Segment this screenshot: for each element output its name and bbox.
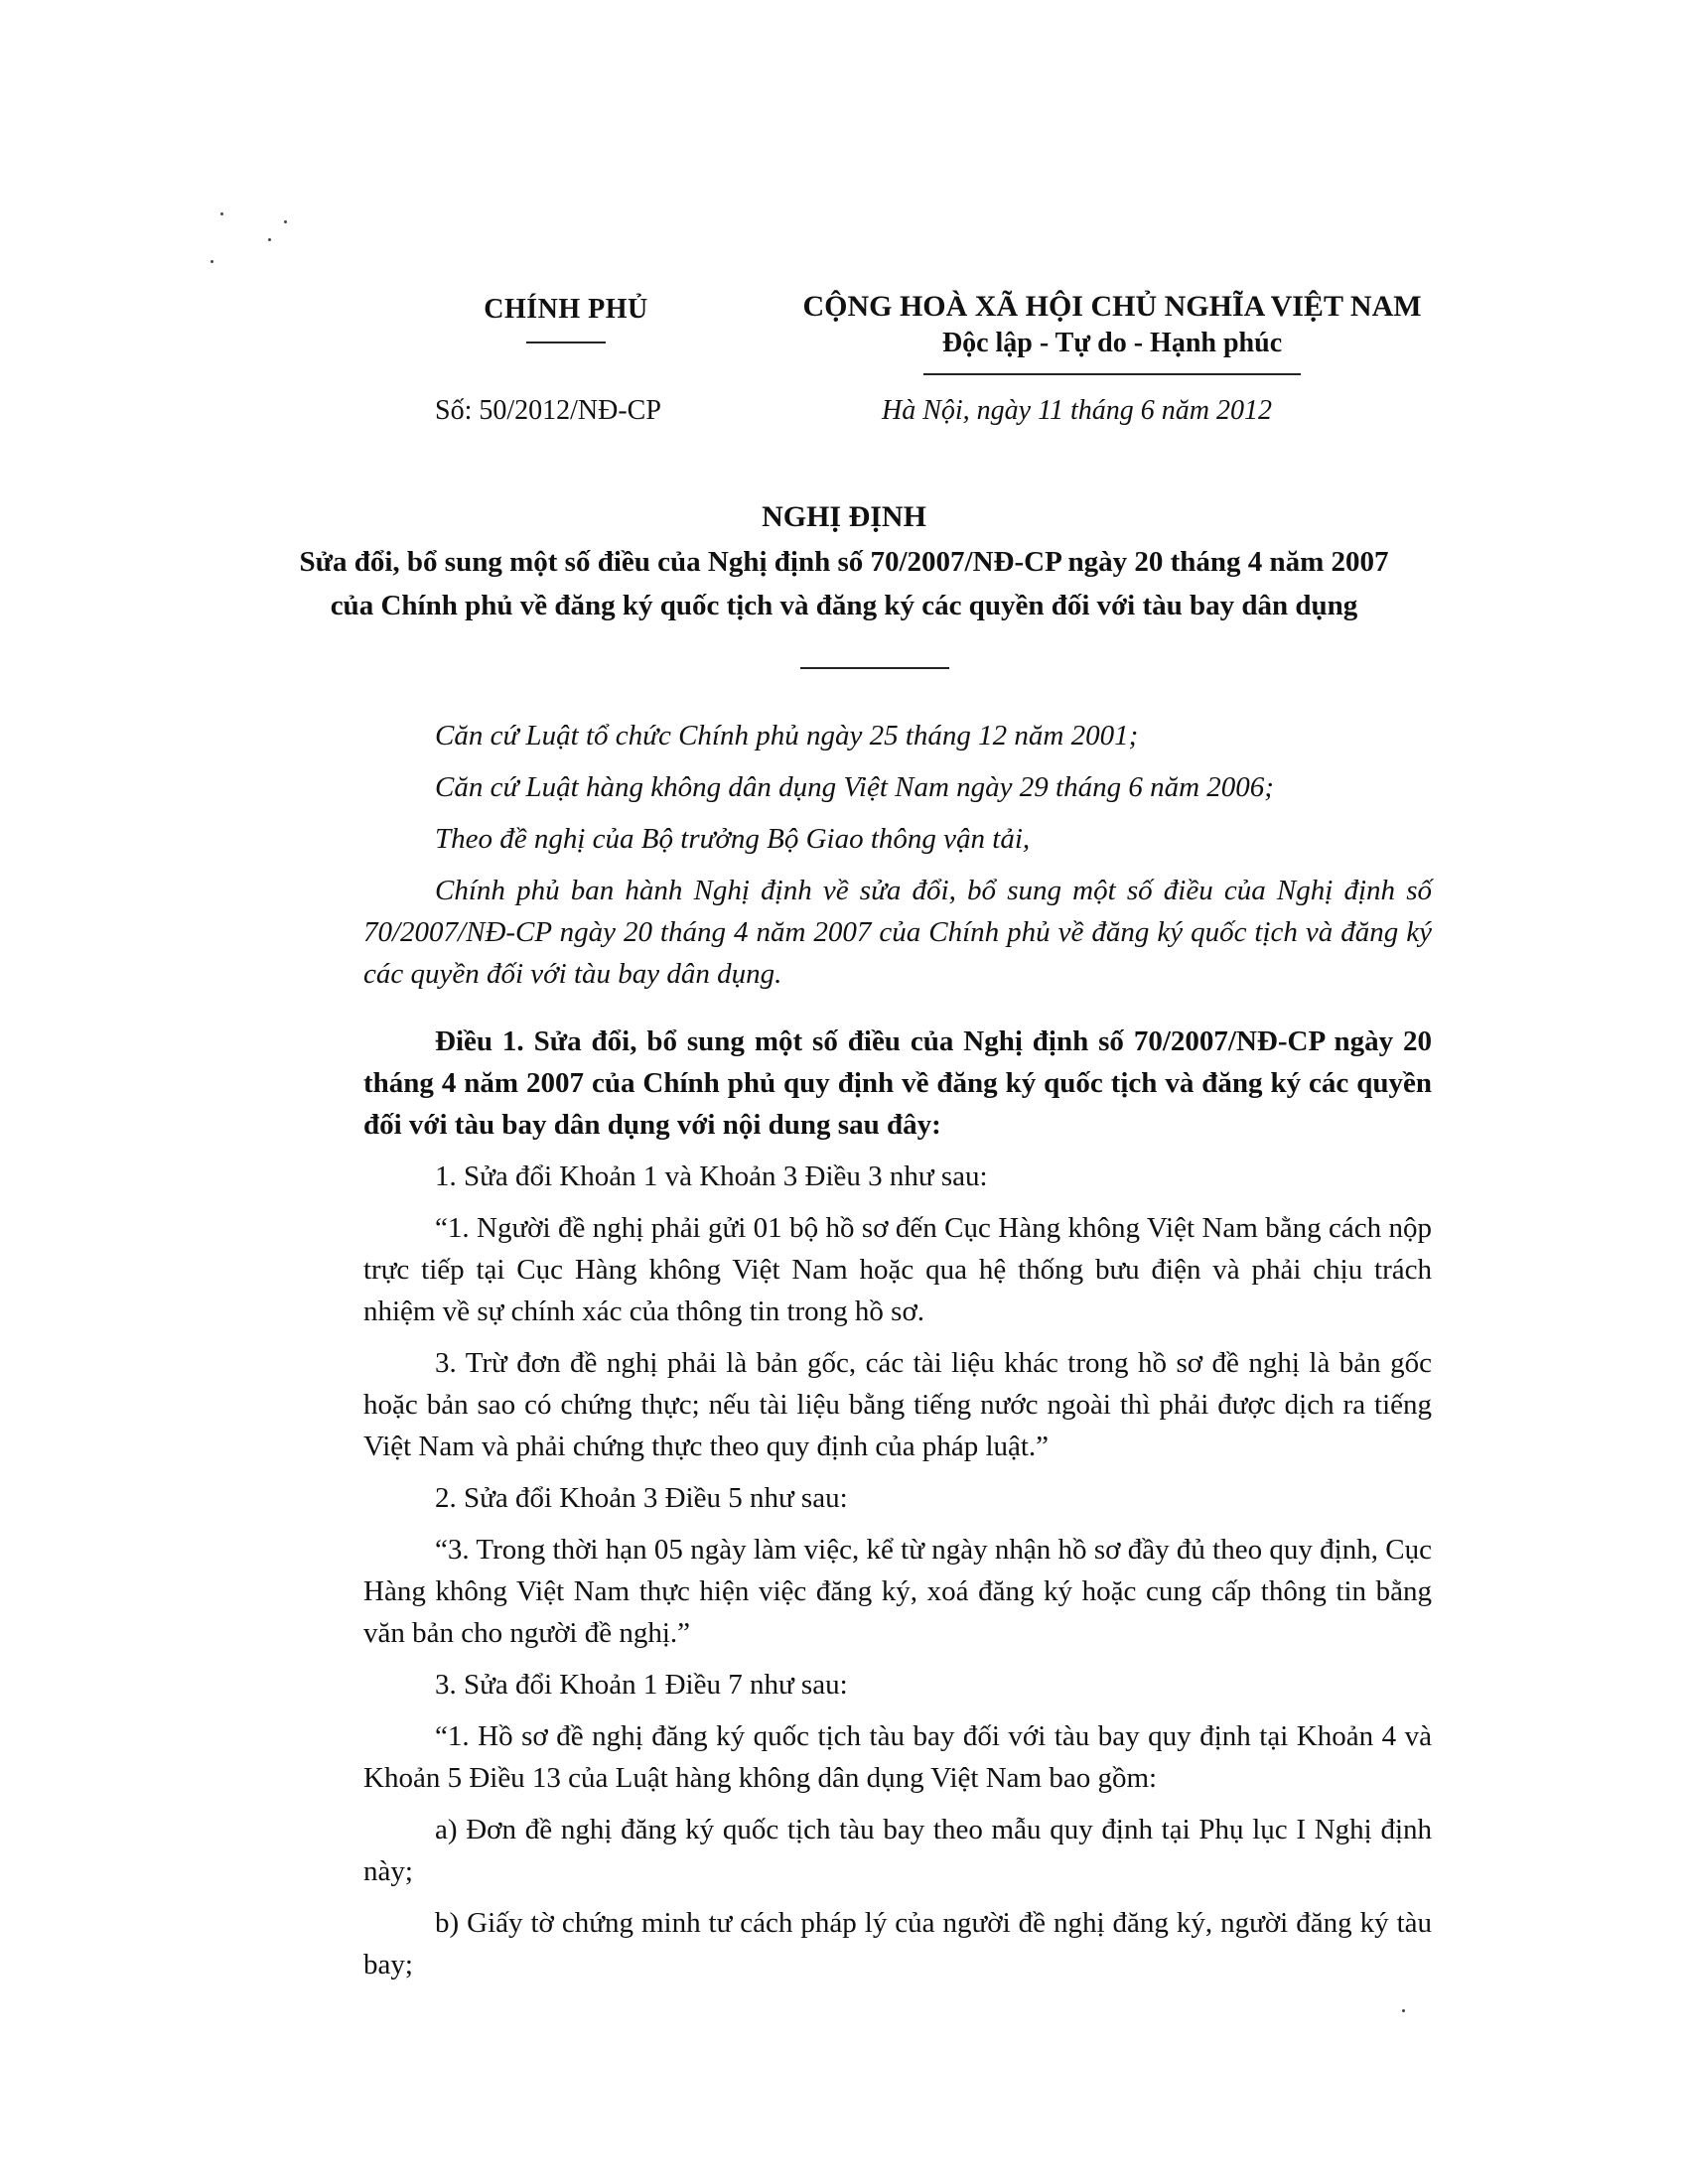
article-paragraph: “1. Hồ sơ đề nghị đăng ký quốc tịch tàu bay đối với tàu bay quy định tại Khoản 4 và Khoản 5 Điều 13 của Luật hàng không dân dụng Việt Nam bao gồm: <box>363 1720 1432 1794</box>
article-paragraph: 3. Sửa đổi Khoản 1 Điều 7 như sau: <box>435 1669 848 1701</box>
article-paragraph: “1. Người đề nghị phải gửi 01 bộ hồ sơ đến Cục Hàng không Việt Nam bằng cách nộp trực tiếp tại Cục Hàng không Việt Nam hoặc qua hệ thống bưu điện và phải chịu trách nhiệm về sự chính xác của thông tin trong hồ sơ. <box>363 1212 1432 1327</box>
article-paragraph: a) Đơn đề nghị đăng ký quốc tịch tàu bay theo mẫu quy định tại Phụ lục I Nghị định này; <box>363 1814 1432 1887</box>
article-paragraph: 3. Trừ đơn đề nghị phải là bản gốc, các tài liệu khác trong hồ sơ đề nghị là bản gốc hoặc bản sao có chứng thực; nếu tài liệu bằng tiếng nước ngoài thì phải được dịch ra tiếng Việt Nam và phải chứng thực theo quy định của pháp luật.” <box>363 1347 1432 1462</box>
article-paragraph: 2. Sửa đổi Khoản 3 Điều 5 như sau: <box>435 1482 848 1514</box>
scan-speck <box>268 238 271 241</box>
preamble-line: Theo đề nghị của Bộ trưởng Bộ Giao thông vận tải, <box>435 823 1031 855</box>
country-name: CỘNG HOÀ XÃ HỘI CHỦ NGHĨA VIỆT NAM <box>802 290 1422 323</box>
issuing-agency: CHÍNH PHỦ <box>484 294 648 325</box>
document-date: Hà Nội, ngày 11 tháng 6 năm 2012 <box>882 395 1273 426</box>
document-title: NGHỊ ĐỊNH <box>762 500 926 533</box>
preamble-line: Căn cứ Luật tổ chức Chính phủ ngày 25 tháng 12 năm 2001; <box>435 720 1139 751</box>
scan-speck <box>1402 2009 1405 2012</box>
document-subtitle: Sửa đổi, bổ sung một số điều của Nghị định số 70/2007/NĐ-CP ngày 20 tháng 4 năm 2007 của Chính phủ về đăng ký quốc tịch và đăng ký các quyền đối với tàu bay dân dụng <box>299 546 1389 621</box>
article-1-heading: Điều 1. Sửa đổi, bổ sung một số điều của Nghị định số 70/2007/NĐ-CP ngày 20 tháng 4 năm 2007 của Chính phủ quy định về đăng ký quốc tịch và đăng ký các quyền đối với tàu bay dân dụng với nội dung sau đây: <box>363 1025 1432 1141</box>
scan-speck <box>284 220 287 223</box>
preamble-line: Chính phủ ban hành Nghị định về sửa đổi, bổ sung một số điều của Nghị định số 70/2007/NĐ-CP ngày 20 tháng 4 năm 2007 của Chính phủ về đăng ký quốc tịch và đăng ký các quyền đối với tàu bay dân dụng. <box>363 875 1432 990</box>
scan-speck <box>220 212 223 215</box>
motto-underline <box>923 373 1301 375</box>
agency-underline <box>526 341 606 343</box>
preamble-line: Căn cứ Luật hàng không dân dụng Việt Nam ngày 29 tháng 6 năm 2006; <box>435 771 1274 803</box>
article-paragraph: 1. Sửa đổi Khoản 1 và Khoản 3 Điều 3 như sau: <box>435 1160 988 1192</box>
scan-speck <box>211 260 213 263</box>
national-motto: Độc lập - Tự do - Hạnh phúc <box>941 328 1283 358</box>
article-paragraph: b) Giấy tờ chứng minh tư cách pháp lý của người đề nghị đăng ký, người đăng ký tàu bay; <box>363 1907 1432 1980</box>
article-paragraph: “3. Trong thời hạn 05 ngày làm việc, kể từ ngày nhận hồ sơ đầy đủ theo quy định, Cục Hàng không Việt Nam thực hiện việc đăng ký, xoá đăng ký hoặc cung cấp thông tin bằng văn bản cho người đề nghị.” <box>363 1534 1432 1649</box>
document-body <box>363 715 1432 1995</box>
title-underline <box>800 667 949 669</box>
document-number: Số: 50/2012/NĐ-CP <box>435 395 661 426</box>
